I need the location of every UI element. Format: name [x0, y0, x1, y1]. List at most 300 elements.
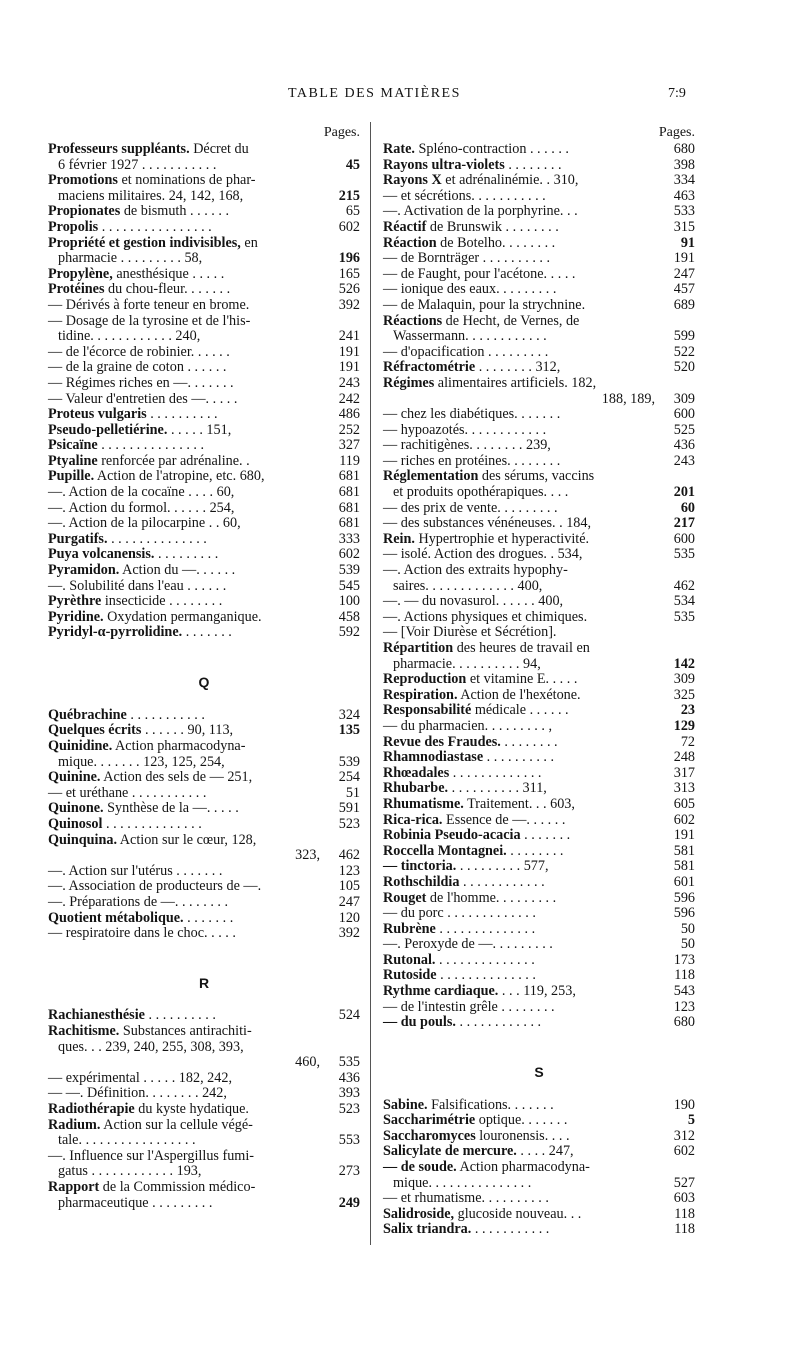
index-entry: [383, 501, 695, 517]
right-column: [383, 124, 695, 1238]
index-entry: [48, 392, 360, 408]
entry-text: — de l'intestin grêle . . . . . . . .: [383, 998, 555, 1015]
index-entry: [383, 189, 695, 205]
entry-text: — et rhumatisme. . . . . . . . . .: [383, 1190, 549, 1207]
index-entry: [383, 236, 695, 252]
entry-pages: 463: [673, 187, 695, 204]
index-entry: [383, 579, 695, 595]
entry-text: — et sécrétions. . . . . . . . . . .: [383, 187, 546, 204]
entry-text: Régimes alimentaires artificiels. 182,: [383, 374, 597, 391]
index-entry: [48, 895, 360, 911]
entry-text: Salidroside, glucoside nouveau. . .: [383, 1205, 582, 1222]
index-entry: [48, 1118, 360, 1134]
entry-text: mique. . . . . . . . . . . . . . .: [393, 1174, 532, 1191]
index-entry: [383, 282, 695, 298]
index-entry: [48, 1024, 360, 1040]
index-entry: [48, 786, 360, 802]
index-entry: [48, 251, 360, 267]
entry-text: Ptyaline renforcée par adrénaline. .: [48, 452, 250, 469]
entry-text: Quinosol . . . . . . . . . . . . . .: [48, 815, 202, 832]
index-entry: [48, 298, 360, 314]
index-entry: [383, 797, 695, 813]
entry-pages: 309: [673, 671, 695, 688]
index-entry: [383, 735, 695, 751]
entry-text: Réactions de Hecht, de Vernes, de: [383, 312, 580, 329]
entry-text: Revue des Fraudes. . . . . . . . .: [383, 733, 558, 750]
entry-text: Puya volcanensis. . . . . . . . . .: [48, 546, 219, 563]
entry-text: Rouget de l'homme. . . . . . . . .: [383, 889, 557, 906]
index-entry: [48, 770, 360, 786]
index-entry: [48, 267, 360, 283]
index-entry: [48, 485, 360, 501]
index-entry: [383, 1144, 695, 1160]
index-entry: [383, 1113, 695, 1129]
entry-text: —. Action de la cocaïne . . . . 60,: [48, 484, 235, 501]
index-entry: [383, 1129, 695, 1145]
entry-pages: 45: [345, 156, 360, 173]
index-entry: [48, 376, 360, 392]
entry-text: —. — du novasurol. . . . . . 400,: [383, 593, 564, 610]
index-entry: [383, 813, 695, 829]
index-entry: [48, 879, 360, 895]
index-entry: [383, 688, 695, 704]
entry-text: Quinone. Synthèse de la —. . . . .: [48, 800, 239, 817]
index-entry: [383, 937, 695, 953]
entry-pages: 135: [338, 722, 360, 739]
entry-pages: 393: [338, 1085, 360, 1102]
left-column: [48, 124, 360, 1211]
entry-text: Responsabilité médicale . . . . . .: [383, 702, 569, 719]
entry-pages: 535: [673, 608, 695, 625]
entry-pages: 486: [338, 406, 360, 423]
index-entry: [48, 1102, 360, 1118]
entry-text: Professeurs suppléants. Décret du: [48, 141, 249, 157]
index-entry: [48, 407, 360, 423]
entry-text: — hypoazotés. . . . . . . . . . . .: [383, 421, 547, 438]
entry-pages: 191: [338, 359, 360, 376]
index-entry: [383, 563, 695, 579]
index-entry: [48, 547, 360, 563]
entry-text: —. Action des extraits hypophy-: [383, 562, 568, 579]
entry-pages: 602: [673, 811, 695, 828]
entry-text: Réglementation des sérums, vaccins: [383, 468, 595, 485]
index-entry: [383, 781, 695, 797]
entry-text: — des substances vénéneuses. . 184,: [383, 515, 592, 532]
index-entry: [383, 547, 695, 563]
entry-text: pharmacie . . . . . . . . . 58,: [58, 250, 203, 267]
entry-text: Salicylate de mercure. . . . . 247,: [383, 1143, 574, 1160]
index-entry: [383, 1191, 695, 1207]
index-entry: [48, 1086, 360, 1102]
entry-pages: 462: [338, 847, 360, 864]
entry-pages: 173: [673, 951, 695, 968]
entry-pages: 5: [687, 1112, 695, 1129]
index-entry: [383, 423, 695, 439]
index-entry: [383, 968, 695, 984]
index-entry: [383, 532, 695, 548]
entry-pages: 72: [680, 733, 695, 750]
index-entry: [48, 833, 360, 849]
entry-text: Quinquina. Action sur le cœur, 128,: [48, 831, 257, 848]
entry-pages: 241: [338, 328, 360, 345]
index-entry: [383, 703, 695, 719]
index-entry: [48, 625, 360, 641]
entry-pages: 545: [338, 577, 360, 594]
entry-text: — de Malaquin, pour la strychnine.: [383, 296, 586, 313]
index-entry: [383, 672, 695, 688]
entry-pages: 309: [673, 390, 695, 407]
entry-text: Promotions et nominations de phar-: [48, 172, 256, 189]
index-entry: [383, 1222, 695, 1238]
index-entry: [48, 236, 360, 252]
entry-text: — du porc . . . . . . . . . . . . .: [383, 905, 536, 922]
entry-pages: 215: [338, 187, 360, 204]
entry-pages: 324: [338, 706, 360, 723]
entry-text: — chez les diabétiques. . . . . . .: [383, 406, 561, 423]
entry-pages: 119: [339, 452, 360, 469]
entry-text: Propylène, anesthésique . . . . .: [48, 265, 225, 282]
entry-text: — expérimental . . . . . 182, 242,: [48, 1069, 233, 1086]
index-entry: [48, 1040, 360, 1056]
entry-pages: 458: [338, 608, 360, 625]
entry-text: maciens militaires. 24, 142, 168,: [58, 187, 244, 204]
index-entry: [383, 142, 695, 158]
entry-text: Rapport de la Commission médico-: [48, 1179, 256, 1195]
entry-text: — d'opacification . . . . . . . . .: [383, 343, 549, 360]
entry-pages: 681: [338, 484, 360, 501]
entry-pages: 523: [338, 1101, 360, 1118]
entry-pages: 142: [673, 655, 695, 672]
entry-text: — rachitigènes. . . . . . . . 239,: [383, 437, 551, 454]
entry-text: — Valeur d'entretien des —. . . . .: [48, 390, 238, 407]
entry-text: Rachitisme. Substances antirachiti-: [48, 1023, 252, 1040]
index-entry: [48, 739, 360, 755]
index-entry: [48, 579, 360, 595]
entry-pages: 65: [345, 203, 360, 220]
entry-pages: 327: [338, 437, 360, 454]
pages-label: Pages.: [323, 125, 360, 140]
entry-pages: 592: [338, 624, 360, 641]
entry-pages: 436: [673, 437, 695, 454]
index-entry: [48, 532, 360, 548]
entry-text: Rhœadales . . . . . . . . . . . . .: [383, 764, 542, 781]
page-header: [0, 86, 800, 106]
entry-pages: 273: [338, 1163, 360, 1180]
index-entry: [48, 817, 360, 833]
entry-text: —. Association de producteurs de —.: [48, 878, 262, 895]
page-number: 7:9: [668, 86, 686, 101]
entry-pages: 120: [338, 909, 360, 926]
entry-pages: 600: [673, 530, 695, 547]
index-entry: [48, 1071, 360, 1087]
entry-pages: 315: [673, 218, 695, 235]
entry-text: Propionates de bismuth . . . . . .: [48, 203, 230, 220]
entry-text: Pupille. Action de l'atropine, etc. 680,: [48, 468, 265, 485]
index-entry: [48, 563, 360, 579]
entry-text: Rica-rica. Essence de —. . . . . .: [383, 811, 566, 828]
index-group-r: [383, 142, 695, 1031]
entry-text: gatus . . . . . . . . . . . . 193,: [58, 1163, 202, 1180]
entry-text: — et uréthane . . . . . . . . . . .: [48, 784, 207, 801]
entry-pages: 105: [338, 878, 360, 895]
entry-text: —. Action de la pilocarpine . . 60,: [48, 515, 241, 532]
index-entry: [383, 1160, 695, 1176]
entry-pages: 123: [338, 862, 360, 879]
entry-pages: 334: [673, 172, 695, 189]
entry-text: Pyridine. Oxydation permanganique.: [48, 608, 262, 625]
entry-text: Rhumatisme. Traitement. . . 603,: [383, 795, 575, 812]
entry-text: — ionique des eaux. . . . . . . . .: [383, 281, 557, 298]
index-entry: [383, 641, 695, 657]
entry-text: Réaction de Botelho. . . . . . . .: [383, 234, 556, 251]
entry-text: 6 février 1927 . . . . . . . . . . .: [58, 156, 217, 173]
index-entry: [48, 755, 360, 771]
entry-pages: 535: [338, 1054, 360, 1071]
index-entry: [383, 173, 695, 189]
index-entry: [383, 407, 695, 423]
index-entry: [383, 594, 695, 610]
index-entry: [383, 844, 695, 860]
index-entry: [383, 953, 695, 969]
entry-text: — de l'écorce de robinier. . . . . .: [48, 343, 230, 360]
index-entry: [48, 158, 360, 174]
index-entry: [48, 911, 360, 927]
entry-pages: 457: [673, 281, 695, 298]
entry-text: Radium. Action sur la cellule végé-: [48, 1116, 253, 1133]
entry-text: Rutonal. . . . . . . . . . . . . . .: [383, 951, 535, 968]
entry-text: —. Peroxyde de —. . . . . . . . .: [383, 936, 553, 953]
entry-pages: 689: [673, 296, 695, 313]
entry-pages: 523: [338, 815, 360, 832]
index-entry: [383, 298, 695, 314]
index-entry: [383, 438, 695, 454]
index-entry: [383, 469, 695, 485]
index-entry: [383, 329, 695, 345]
entry-pages: 312: [673, 1127, 695, 1144]
entry-pages: 191: [673, 827, 695, 844]
entry-text: Réactif de Brunswik . . . . . . . .: [383, 218, 559, 235]
index-entry: [383, 750, 695, 766]
entry-pages: 596: [673, 905, 695, 922]
index-entry: [48, 204, 360, 220]
entry-text: mique. . . . . . . 123, 125, 254,: [58, 753, 225, 770]
entry-pages: 680: [673, 141, 695, 157]
entry-pages: 247: [338, 893, 360, 910]
index-entry: [383, 766, 695, 782]
entry-pages: 217: [673, 515, 695, 532]
index-entry: [383, 625, 695, 641]
index-entry: [48, 926, 360, 942]
entry-text: 323,: [295, 847, 320, 864]
entry-text: — tinctoria. . . . . . . . . . 577,: [383, 858, 549, 875]
entry-pages: 596: [673, 889, 695, 906]
entry-text: Quotient métabolique. . . . . . . .: [48, 909, 234, 926]
entry-pages: 60: [680, 499, 695, 516]
entry-pages: 539: [338, 562, 360, 579]
entry-pages: 123: [673, 998, 695, 1015]
index-entry: [383, 392, 695, 408]
entry-text: 188, 189,: [601, 390, 655, 407]
entry-pages: 91: [680, 234, 695, 251]
index-entry: [383, 314, 695, 330]
entry-pages: 254: [338, 769, 360, 786]
index-entry: [48, 864, 360, 880]
entry-text: —. Solubilité dans l'eau . . . . . .: [48, 577, 227, 594]
entry-pages: 313: [673, 780, 695, 797]
entry-text: Propriété et gestion indivisibles, en: [48, 234, 258, 251]
entry-pages: 553: [338, 1132, 360, 1149]
index-entry: [383, 1015, 695, 1031]
entry-text: Rayons X et adrénalinémie. . 310,: [383, 172, 579, 189]
entry-pages: 100: [338, 593, 360, 610]
index-entry: [48, 454, 360, 470]
entry-pages: 602: [338, 546, 360, 563]
entry-text: —. Préparations de —. . . . . . . .: [48, 893, 229, 910]
index-entry: [48, 501, 360, 517]
entry-text: Wassermann. . . . . . . . . . . .: [393, 328, 547, 345]
entry-text: Respiration. Action de l'hexétone.: [383, 686, 581, 703]
section-letter-r: R: [198, 974, 210, 991]
entry-pages: 129: [673, 717, 695, 734]
entry-pages: 591: [338, 800, 360, 817]
entry-pages: 603: [673, 1190, 695, 1207]
index-entry: [383, 360, 695, 376]
index-entry: [48, 220, 360, 236]
index-entry: [383, 454, 695, 470]
section-letter-q: Q: [198, 674, 210, 691]
index-group-p: [48, 142, 360, 641]
entry-pages: 600: [673, 406, 695, 423]
index-entry: [383, 610, 695, 626]
entry-text: Quelques écrits . . . . . . 90, 113,: [48, 722, 234, 739]
entry-pages: 602: [673, 1143, 695, 1160]
index-entry: [48, 173, 360, 189]
pages-label: Pages.: [658, 125, 695, 140]
entry-text: Saccharomyces louronensis. . . .: [383, 1127, 570, 1144]
entry-text: — [Voir Diurèse et Sécrétion].: [383, 624, 557, 641]
entry-pages: 681: [338, 515, 360, 532]
entry-pages: 436: [338, 1069, 360, 1086]
entry-pages: 243: [673, 452, 695, 469]
index-entry: [48, 610, 360, 626]
index-entry: [383, 485, 695, 501]
entry-text: Proteus vulgaris . . . . . . . . . .: [48, 406, 218, 423]
entry-pages: 527: [673, 1174, 695, 1191]
entry-text: — —. Définition. . . . . . . . 242,: [48, 1085, 227, 1102]
entry-pages: 599: [673, 328, 695, 345]
index-entry: [383, 376, 695, 392]
entry-pages: 524: [338, 1007, 360, 1024]
entry-text: — du pharmacien. . . . . . . . . ,: [383, 717, 553, 734]
entry-text: — Dosage de la tyrosine et de l'his-: [48, 312, 251, 329]
entry-text: saires. . . . . . . . . . . . . 400,: [393, 577, 543, 594]
entry-pages: 333: [338, 530, 360, 547]
entry-text: pharmacie. . . . . . . . . . 94,: [393, 655, 541, 672]
entry-text: Pyridyl-α-pyrrolidine. . . . . . . .: [48, 624, 232, 641]
entry-pages: 534: [673, 593, 695, 610]
entry-text: —. Actions physiques et chimiques.: [383, 608, 588, 625]
index-entry: [48, 1164, 360, 1180]
entry-pages: 118: [674, 1221, 695, 1238]
entry-pages: 249: [338, 1194, 360, 1211]
index-entry: [48, 594, 360, 610]
running-title: TABLE DES MATIÈRES: [288, 86, 461, 101]
entry-text: Rubrène . . . . . . . . . . . . . .: [383, 920, 536, 937]
index-entry: [383, 906, 695, 922]
index-entry: [48, 1008, 360, 1024]
index-entry: [48, 1180, 360, 1196]
index-entry: [48, 314, 360, 330]
entry-pages: 325: [673, 686, 695, 703]
index-entry: [48, 329, 360, 345]
entry-text: —. Action du formol. . . . . . 254,: [48, 499, 235, 516]
entry-text: Quinine. Action des sels de — 251,: [48, 769, 253, 786]
entry-text: Québrachine . . . . . . . . . . .: [48, 706, 205, 723]
entry-text: Propolis . . . . . . . . . . . . . . . .: [48, 218, 212, 235]
entry-pages: 522: [673, 343, 695, 360]
entry-text: Salix triandra. . . . . . . . . . . .: [383, 1221, 550, 1238]
entry-text: — de Faught, pour l'acétone. . . . .: [383, 265, 576, 282]
index-entry: [383, 1000, 695, 1016]
entry-text: Rutoside . . . . . . . . . . . . . .: [383, 967, 536, 984]
entry-text: tidine. . . . . . . . . . . . 240,: [58, 328, 201, 345]
entry-pages: 50: [680, 936, 695, 953]
index-entry: [383, 1207, 695, 1223]
index-entry: [48, 1196, 360, 1212]
index-entry: [383, 1098, 695, 1114]
entry-text: Quinidine. Action pharmacodyna-: [48, 737, 246, 754]
entry-text: 460,: [295, 1054, 320, 1071]
entry-pages: 50: [680, 920, 695, 937]
index-entry: [383, 267, 695, 283]
column-divider: [370, 122, 371, 1245]
entry-pages: 681: [338, 499, 360, 516]
entry-pages: 543: [673, 983, 695, 1000]
index-entry: [383, 828, 695, 844]
section-letter-s: S: [534, 1064, 544, 1081]
index-group-s: [383, 1098, 695, 1238]
entry-pages: 191: [338, 343, 360, 360]
index-entry: [383, 345, 695, 361]
index-entry: [48, 469, 360, 485]
entry-pages: 602: [338, 218, 360, 235]
index-group-r: [48, 1008, 360, 1211]
entry-text: Rachianesthésie . . . . . . . . . .: [48, 1007, 216, 1024]
entry-text: Répartition des heures de travail en: [383, 640, 590, 656]
entry-text: Sabine. Falsifications. . . . . . .: [383, 1096, 554, 1113]
index-entry: [383, 922, 695, 938]
entry-pages: 196: [338, 250, 360, 267]
entry-pages: 539: [338, 753, 360, 770]
index-entry: [383, 984, 695, 1000]
entry-pages: 191: [673, 250, 695, 267]
entry-text: —. Activation de la porphyrine. . .: [383, 203, 578, 220]
entry-text: Réfractométrie . . . . . . . . 312,: [383, 359, 561, 376]
index-entry: [48, 801, 360, 817]
entry-text: Purgatifs. . . . . . . . . . . . . . .: [48, 530, 207, 547]
entry-pages: 242: [338, 390, 360, 407]
index-entry: [383, 719, 695, 735]
entry-pages: 520: [673, 359, 695, 376]
entry-text: — respiratoire dans le choc. . . . .: [48, 925, 236, 942]
entry-text: Rhamnodiastase . . . . . . . . . .: [383, 749, 555, 766]
entry-text: tale. . . . . . . . . . . . . . . . .: [58, 1132, 196, 1149]
entry-text: Rate. Spléno-contraction . . . . . .: [383, 141, 569, 157]
entry-pages: 526: [338, 281, 360, 298]
entry-text: Reproduction et vitamine E. . . . .: [383, 671, 578, 688]
entry-text: —. Influence sur l'Aspergillus fumi-: [48, 1147, 255, 1164]
entry-pages: 118: [674, 967, 695, 984]
